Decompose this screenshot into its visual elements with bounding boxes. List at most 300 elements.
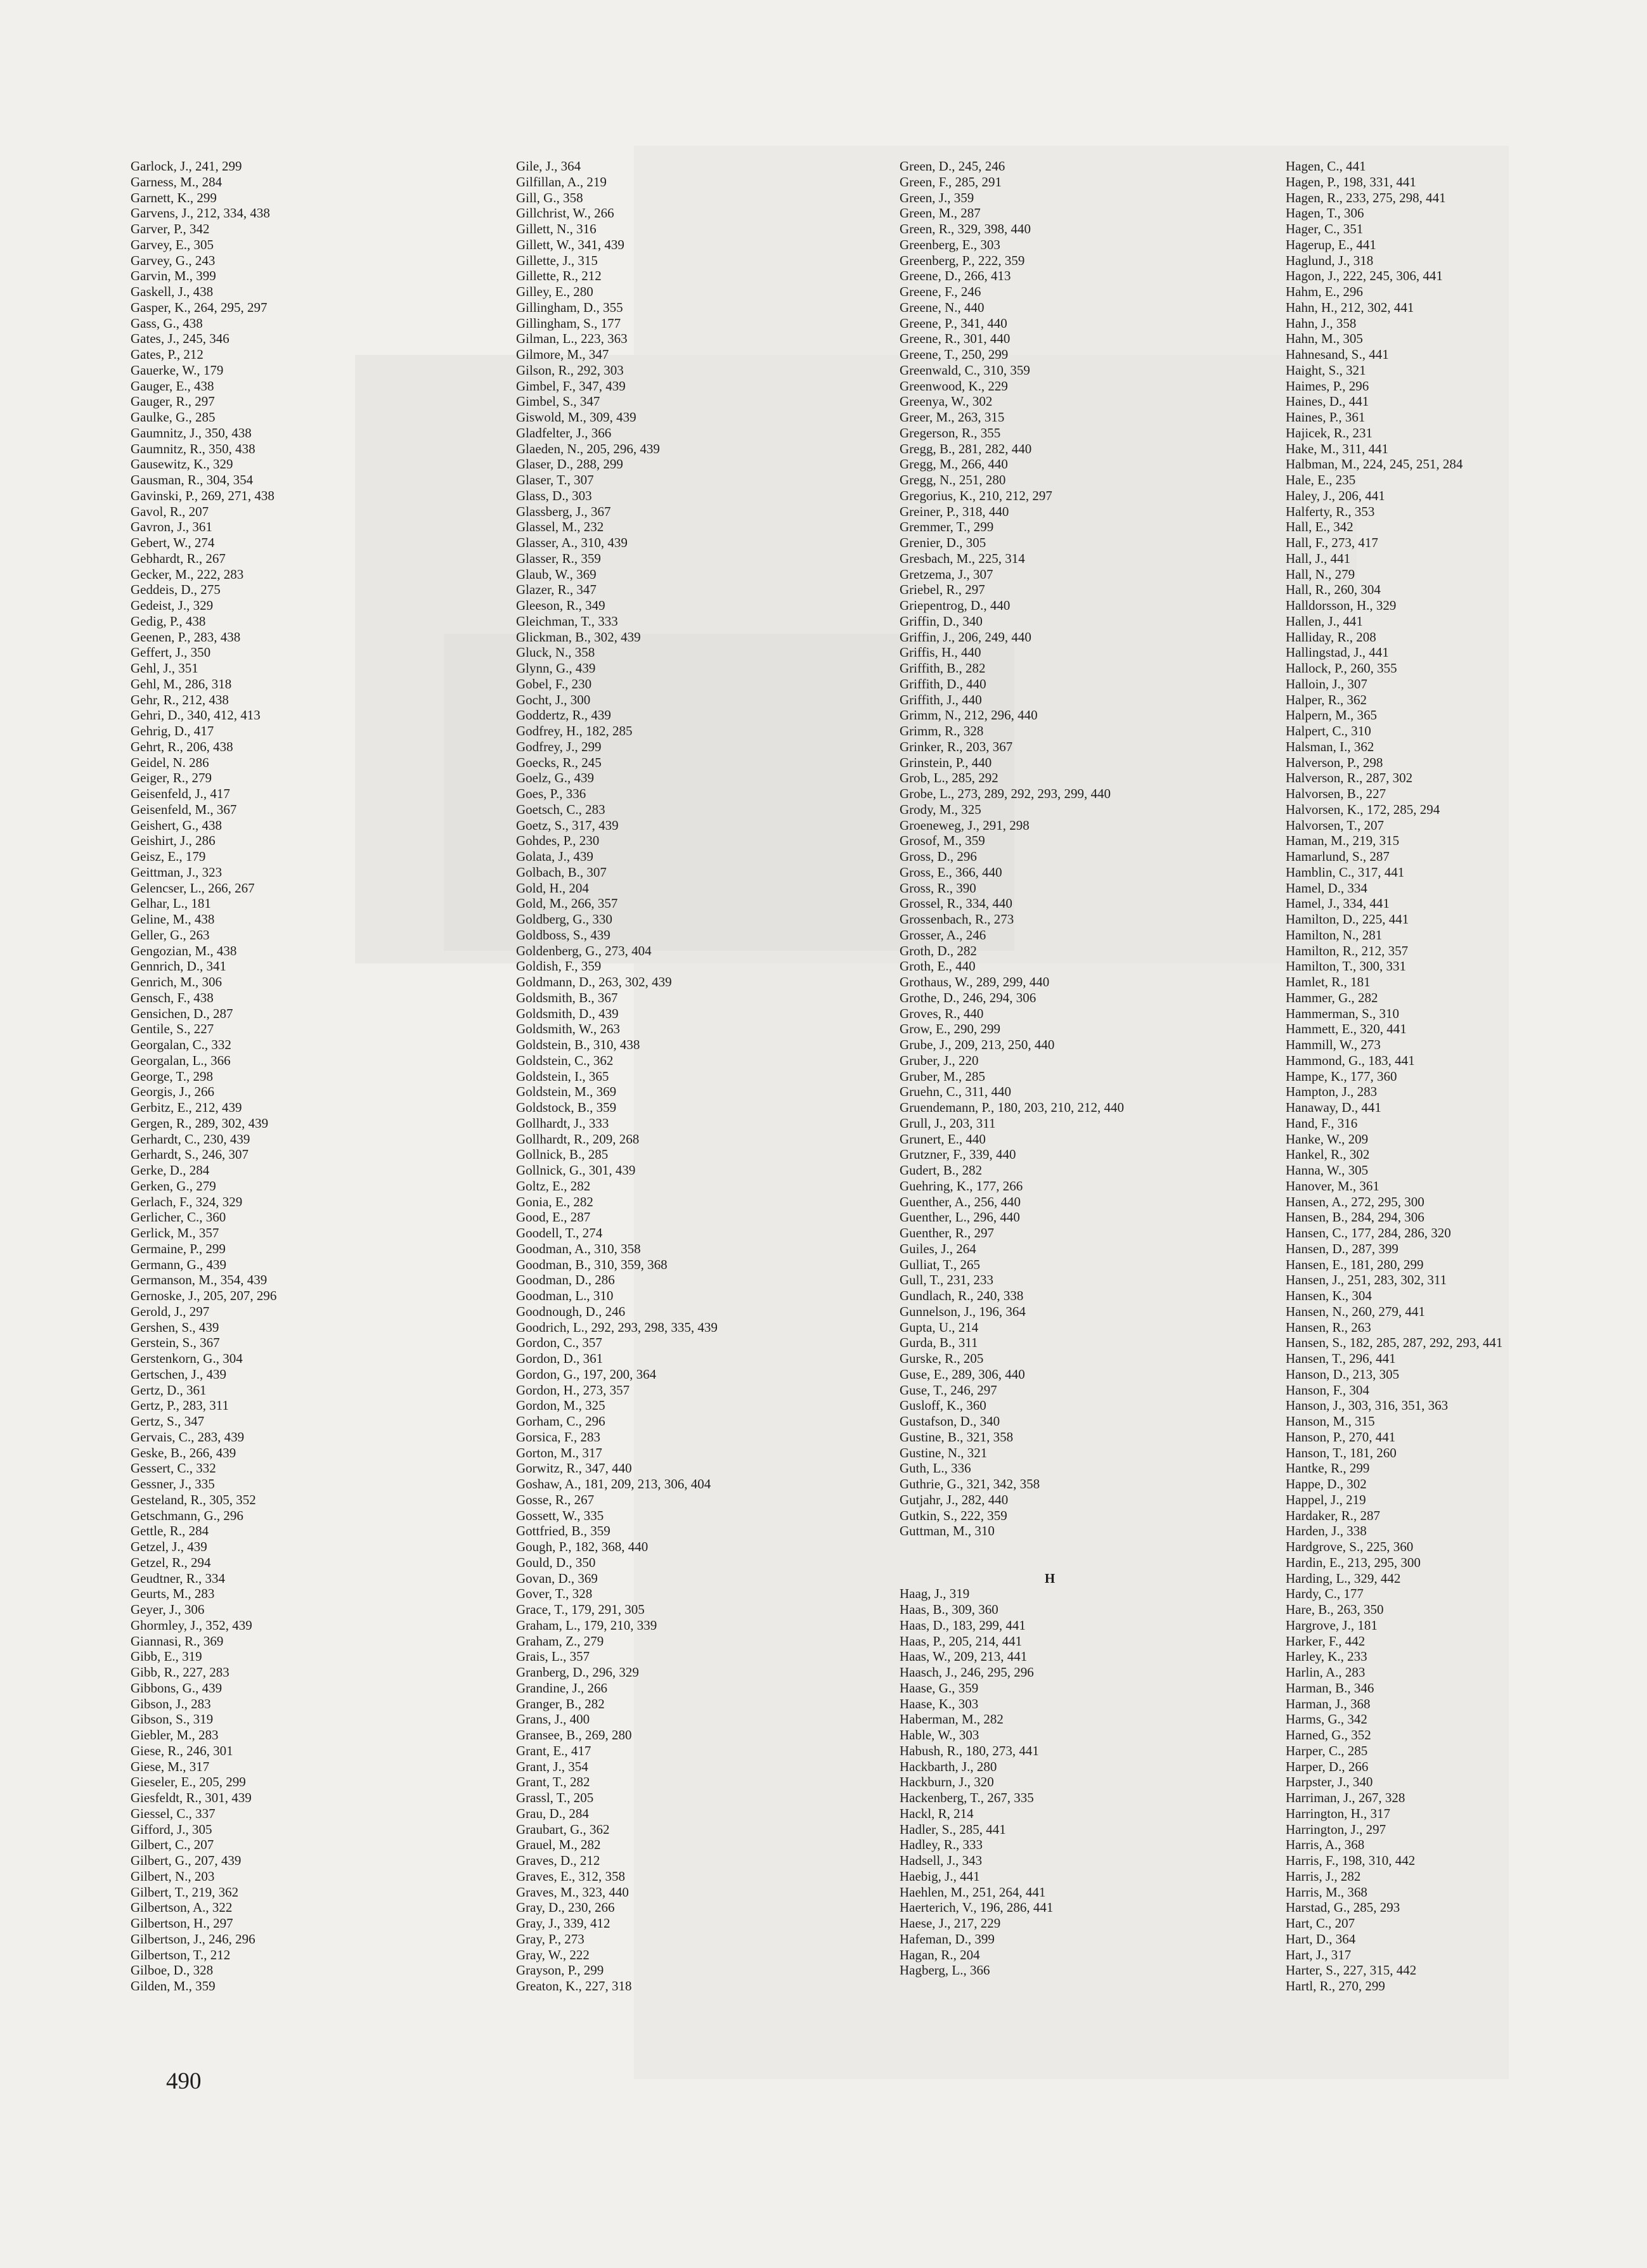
index-entry: Gurda, B., 311 <box>900 1335 978 1351</box>
index-entry: Gluck, N., 358 <box>516 645 595 660</box>
index-entry: Giese, M., 317 <box>131 1758 210 1774</box>
index-entry: Gretzema, J., 307 <box>900 566 993 582</box>
index-entry: Gentile, S., 227 <box>131 1021 214 1037</box>
index-entry: Guehring, K., 177, 266 <box>900 1178 1023 1194</box>
section-spacer <box>900 1539 1124 1555</box>
index-entry: Georgalan, L., 366 <box>131 1052 231 1068</box>
index-entry: Hamarlund, S., 287 <box>1286 849 1390 864</box>
index-entry: Goecks, R., 245 <box>516 754 602 770</box>
index-entry: Haines, D., 441 <box>1286 394 1369 409</box>
index-entry: Haase, K., 303 <box>900 1696 979 1711</box>
index-entry: Hansen, T., 296, 441 <box>1286 1351 1396 1366</box>
index-entry: Harden, J., 338 <box>1286 1523 1367 1539</box>
index-entry: Gilbert, C., 207 <box>131 1837 214 1853</box>
index-column-1 <box>131 158 276 1994</box>
index-entry: Hansen, J., 251, 283, 302, 311 <box>1286 1272 1447 1288</box>
index-entry: Gessner, J., 335 <box>131 1476 215 1492</box>
index-entry: Groth, E., 440 <box>900 958 976 974</box>
index-entry: Haese, J., 217, 229 <box>900 1916 1001 1931</box>
index-entry: Graves, E., 312, 358 <box>516 1868 626 1884</box>
index-entry: Geline, M., 438 <box>131 912 215 927</box>
index-entry: Gehl, J., 351 <box>131 660 198 676</box>
index-entry: Haight, S., 321 <box>1286 362 1366 378</box>
index-entry: Gundlach, R., 240, 338 <box>900 1288 1024 1303</box>
index-entry: Gutkin, S., 222, 359 <box>900 1507 1007 1523</box>
index-entry: Gregorius, K., 210, 212, 297 <box>900 487 1052 503</box>
index-entry: Gerlach, F., 324, 329 <box>131 1194 243 1209</box>
index-entry: Gerhardt, C., 230, 439 <box>131 1131 250 1147</box>
index-entry: Green, D., 245, 246 <box>900 158 1005 174</box>
index-entry: Hammill, W., 273 <box>1286 1037 1381 1052</box>
index-entry: Goldberg, G., 330 <box>516 912 612 927</box>
index-entry: Ghormley, J., 352, 439 <box>131 1617 252 1633</box>
index-entry: Gudert, B., 282 <box>900 1163 983 1178</box>
index-entry: Graves, M., 323, 440 <box>516 1884 629 1900</box>
index-entry: Greene, P., 341, 440 <box>900 315 1007 331</box>
index-entry: Glaub, W., 369 <box>516 566 597 582</box>
index-entry: Hanson, T., 181, 260 <box>1286 1445 1397 1460</box>
index-entry: Hampton, J., 283 <box>1286 1084 1378 1100</box>
index-entry: Hagen, C., 441 <box>1286 158 1366 174</box>
index-entry: Gebert, W., 274 <box>131 535 215 550</box>
index-entry: Gonia, E., 282 <box>516 1194 593 1209</box>
index-entry: Gavinski, P., 269, 271, 438 <box>131 487 274 503</box>
index-entry: Goddertz, R., 439 <box>516 707 611 723</box>
index-entry: Getzel, R., 294 <box>131 1554 211 1570</box>
index-entry: Guttman, M., 310 <box>900 1523 995 1539</box>
index-entry: Gollnick, B., 285 <box>516 1147 609 1163</box>
index-entry: Gover, T., 328 <box>516 1586 593 1602</box>
index-entry: Hare, B., 263, 350 <box>1286 1602 1384 1617</box>
index-entry: Grossel, R., 334, 440 <box>900 896 1012 912</box>
index-entry: Gremmer, T., 299 <box>900 519 994 535</box>
index-entry: Hardaker, R., 287 <box>1286 1507 1381 1523</box>
index-entry: Gillchrist, W., 266 <box>516 205 614 221</box>
index-entry: Grimm, N., 212, 296, 440 <box>900 707 1038 723</box>
index-column-3-h-entries <box>900 1586 1124 1978</box>
index-entry: Gifford, J., 305 <box>131 1821 212 1837</box>
index-entry: Gausman, R., 304, 354 <box>131 472 254 487</box>
index-entry: Gustine, B., 321, 358 <box>900 1429 1014 1445</box>
index-entry: Goodnough, D., 246 <box>516 1303 626 1319</box>
index-entry: Gunnelson, J., 196, 364 <box>900 1303 1026 1319</box>
index-entry: Gough, P., 182, 368, 440 <box>516 1539 649 1554</box>
index-entry: Gilbertson, H., 297 <box>131 1916 233 1931</box>
index-entry: Greaton, K., 227, 318 <box>516 1978 632 1994</box>
index-entry: Grothaus, W., 289, 299, 440 <box>900 974 1050 989</box>
index-entry: Giese, R., 246, 301 <box>131 1743 233 1758</box>
index-entry: Gladfelter, J., 366 <box>516 425 612 441</box>
index-entry: Gorwitz, R., 347, 440 <box>516 1460 632 1476</box>
index-entry: Gray, W., 222 <box>516 1947 590 1962</box>
index-entry: Goodell, T., 274 <box>516 1225 603 1240</box>
index-entry: Getzel, J., 439 <box>131 1539 207 1554</box>
index-entry: Grace, T., 179, 291, 305 <box>516 1602 645 1617</box>
index-entry: Gray, P., 273 <box>516 1931 585 1947</box>
index-entry: Garver, P., 342 <box>131 221 210 236</box>
index-entry: Goshaw, A., 181, 209, 213, 306, 404 <box>516 1476 711 1492</box>
index-entry: Grinstein, P., 440 <box>900 754 992 770</box>
index-entry: Grinker, R., 203, 367 <box>900 738 1013 754</box>
index-entry: Hackbarth, J., 280 <box>900 1758 997 1774</box>
index-entry: Gebhardt, R., 267 <box>131 550 226 566</box>
index-entry: Greene, N., 440 <box>900 299 985 315</box>
index-entry: Gavol, R., 207 <box>131 503 209 519</box>
index-entry: Hagen, P., 198, 331, 441 <box>1286 174 1416 190</box>
index-entry: Greene, T., 250, 299 <box>900 347 1009 362</box>
index-entry: Glaser, D., 288, 299 <box>516 456 623 472</box>
index-entry: Halvorsen, B., 227 <box>1286 786 1386 801</box>
index-entry: Gieseler, E., 205, 299 <box>131 1774 246 1790</box>
index-entry: Glasser, R., 359 <box>516 550 601 566</box>
index-entry: Griffith, D., 440 <box>900 676 986 692</box>
index-entry: Geffert, J., 350 <box>131 645 211 660</box>
index-entry: Gregerson, R., 355 <box>900 425 1001 441</box>
index-entry: Green, F., 285, 291 <box>900 174 1002 190</box>
index-entry: Griffin, D., 340 <box>900 613 983 629</box>
index-entry: Geishert, G., 438 <box>131 817 223 833</box>
index-entry: Gordon, G., 197, 200, 364 <box>516 1366 657 1382</box>
index-entry: Gettle, R., 284 <box>131 1523 209 1539</box>
index-column-3 <box>900 158 1124 1978</box>
index-entry: Grans, J., 400 <box>516 1711 590 1727</box>
index-entry: Gosse, R., 267 <box>516 1492 595 1507</box>
index-entry: Hanna, W., 305 <box>1286 1163 1369 1178</box>
index-entry: Hallen, J., 441 <box>1286 613 1363 629</box>
index-entry: Greenwald, C., 310, 359 <box>900 362 1030 378</box>
index-entry: Haas, D., 183, 299, 441 <box>900 1617 1026 1633</box>
index-entry: Griffis, H., 440 <box>900 645 981 660</box>
index-entry: Habush, R., 180, 273, 441 <box>900 1743 1039 1758</box>
index-entry: Greene, R., 301, 440 <box>900 331 1011 347</box>
index-entry: Hagen, R., 233, 275, 298, 441 <box>1286 190 1446 205</box>
index-entry: Hammett, E., 320, 441 <box>1286 1021 1407 1037</box>
index-entry: Gillett, N., 316 <box>516 221 597 236</box>
index-entry: Gillett, W., 341, 439 <box>516 236 624 252</box>
index-entry: Griebel, R., 297 <box>900 582 985 598</box>
index-entry: Grobe, L., 273, 289, 292, 293, 299, 440 <box>900 786 1111 801</box>
index-entry: Green, M., 287 <box>900 205 981 221</box>
index-entry: Hart, C., 207 <box>1286 1916 1355 1931</box>
index-entry: Haebig, J., 441 <box>900 1868 980 1884</box>
index-entry: Harms, G., 342 <box>1286 1711 1367 1727</box>
index-entry: Glassberg, J., 367 <box>516 503 611 519</box>
index-entry: Goldish, F., 359 <box>516 958 602 974</box>
index-entry: Gaskell, J., 438 <box>131 284 214 299</box>
index-entry: Guthrie, G., 321, 342, 358 <box>900 1476 1040 1492</box>
index-entry: Gauerke, W., 179 <box>131 362 224 378</box>
index-entry: Gerbitz, E., 212, 439 <box>131 1100 242 1115</box>
index-entry: Graham, L., 179, 210, 339 <box>516 1617 657 1633</box>
index-entry: Gimbel, F., 347, 439 <box>516 378 626 394</box>
index-entry: Hamel, J., 334, 441 <box>1286 896 1390 912</box>
index-entry: Hanson, M., 315 <box>1286 1414 1375 1429</box>
index-entry: Hansen, S., 182, 285, 287, 292, 293, 441 <box>1286 1335 1503 1351</box>
index-entry: Hamel, D., 334 <box>1286 880 1367 896</box>
index-entry: Grandine, J., 266 <box>516 1680 608 1696</box>
section-spacer <box>900 1555 1124 1571</box>
index-entry: Haag, J., 319 <box>900 1586 970 1602</box>
index-entry: Georgalan, C., 332 <box>131 1037 231 1052</box>
index-entry: Grube, J., 209, 213, 250, 440 <box>900 1037 1055 1052</box>
index-entry: Halvorsen, K., 172, 285, 294 <box>1286 801 1440 817</box>
index-entry: Goetsch, C., 283 <box>516 801 605 817</box>
index-entry: Gossett, W., 335 <box>516 1507 604 1523</box>
index-entry: Hansen, R., 263 <box>1286 1319 1371 1335</box>
index-entry: Graves, D., 212 <box>516 1853 600 1868</box>
index-entry: Gelhar, L., 181 <box>131 896 211 912</box>
index-entry: Hankel, R., 302 <box>1286 1147 1370 1163</box>
index-entry: Grenier, D., 305 <box>900 535 986 550</box>
index-entry: Grayson, P., 299 <box>516 1962 604 1978</box>
index-entry: Halliday, R., 208 <box>1286 629 1376 645</box>
index-entry: Geiger, R., 279 <box>131 770 212 786</box>
index-entry: Halverson, R., 287, 302 <box>1286 770 1413 786</box>
index-entry: Halldorsson, H., 329 <box>1286 598 1397 613</box>
index-entry: Gennrich, D., 341 <box>131 958 227 974</box>
index-entry: Gross, D., 296 <box>900 849 977 864</box>
index-entry: Grauel, M., 282 <box>516 1837 601 1853</box>
index-entry: Gobel, F., 230 <box>516 676 592 692</box>
index-entry: Harding, L., 329, 442 <box>1286 1570 1401 1586</box>
index-entry: Haines, P., 361 <box>1286 409 1366 425</box>
index-entry: Hantke, R., 299 <box>1286 1460 1370 1476</box>
index-entry: Gold, H., 204 <box>516 880 589 896</box>
index-entry: Hable, W., 303 <box>900 1727 979 1743</box>
index-entry: Gesteland, R., 305, 352 <box>131 1492 256 1507</box>
index-entry: Gulliat, T., 265 <box>900 1256 980 1272</box>
index-entry: Hart, J., 317 <box>1286 1947 1352 1962</box>
index-entry: Garvey, E., 305 <box>131 236 214 252</box>
index-entry: Haberman, M., 282 <box>900 1711 1004 1727</box>
index-entry: Hardin, E., 213, 295, 300 <box>1286 1554 1421 1570</box>
index-entry: Gilden, M., 359 <box>131 1978 216 1994</box>
index-entry: Greenwood, K., 229 <box>900 378 1008 394</box>
index-entry: Harman, J., 368 <box>1286 1696 1371 1711</box>
index-entry: Hardgrove, S., 225, 360 <box>1286 1539 1414 1554</box>
index-entry: Harker, F., 442 <box>1286 1633 1366 1649</box>
index-entry: Hagon, J., 222, 245, 306, 441 <box>1286 268 1443 284</box>
index-entry: Golbach, B., 307 <box>516 864 607 880</box>
index-entry: Guenther, A., 256, 440 <box>900 1194 1021 1209</box>
index-entry: Graubart, G., 362 <box>516 1821 610 1837</box>
index-entry: Gregg, N., 251, 280 <box>900 472 1006 487</box>
index-entry: Hanson, F., 304 <box>1286 1382 1369 1398</box>
index-entry: Hansen, D., 287, 399 <box>1286 1240 1398 1256</box>
index-entry: Haimes, P., 296 <box>1286 378 1369 394</box>
index-entry: Green, R., 329, 398, 440 <box>900 221 1031 236</box>
index-entry: Grais, L., 357 <box>516 1649 590 1665</box>
index-entry: Goltz, E., 282 <box>516 1178 591 1194</box>
index-entry: Goodrich, L., 292, 293, 298, 335, 439 <box>516 1319 718 1335</box>
index-entry: Godfrey, J., 299 <box>516 738 602 754</box>
index-entry: Halpert, C., 310 <box>1286 723 1371 738</box>
index-entry: Gedig, P., 438 <box>131 613 206 629</box>
index-entry: Gerold, J., 297 <box>131 1303 210 1319</box>
index-entry: Gehrig, D., 417 <box>131 723 214 738</box>
index-entry: Gaumnitz, J., 350, 438 <box>131 425 252 441</box>
index-entry: Glass, D., 303 <box>516 487 592 503</box>
index-entry: Hand, F., 316 <box>1286 1115 1358 1131</box>
index-entry: Guenther, R., 297 <box>900 1225 995 1240</box>
index-entry: Hall, E., 342 <box>1286 519 1353 535</box>
index-entry: Gollhardt, J., 333 <box>516 1115 609 1131</box>
index-entry: Guth, L., 336 <box>900 1460 971 1476</box>
index-entry: Gerstenkorn, G., 304 <box>131 1351 243 1366</box>
index-entry: Gilbert, N., 203 <box>131 1868 215 1884</box>
index-entry: Hajicek, R., 231 <box>1286 425 1373 441</box>
index-entry: Gergen, R., 289, 302, 439 <box>131 1115 269 1131</box>
index-entry: Haasch, J., 246, 295, 296 <box>900 1665 1034 1680</box>
index-entry: Gausewitz, K., 329 <box>131 456 233 472</box>
index-entry: Grassl, T., 205 <box>516 1790 594 1805</box>
index-entry: Gehrt, R., 206, 438 <box>131 738 233 754</box>
index-entry: Hanover, M., 361 <box>1286 1178 1379 1194</box>
index-entry: Gull, T., 231, 233 <box>900 1272 993 1288</box>
index-entry: Harley, K., 233 <box>1286 1649 1367 1665</box>
index-entry: Gernoske, J., 205, 207, 296 <box>131 1288 277 1303</box>
index-entry: Hall, F., 273, 417 <box>1286 535 1378 550</box>
index-entry: Garvin, M., 399 <box>131 268 216 284</box>
index-entry: Halpern, M., 365 <box>1286 707 1378 723</box>
index-entry: Gleichman, T., 333 <box>516 613 618 629</box>
index-entry: Happe, D., 302 <box>1286 1476 1367 1492</box>
index-entry: Goldsmith, W., 263 <box>516 1021 620 1037</box>
index-entry: Grow, E., 290, 299 <box>900 1021 1001 1037</box>
index-entry: Glassel, M., 232 <box>516 519 604 535</box>
index-entry: Hagan, R., 204 <box>900 1947 980 1962</box>
index-entry: Gill, G., 358 <box>516 190 583 205</box>
index-entry: Griffith, B., 282 <box>900 660 986 676</box>
index-entry: Greenberg, P., 222, 359 <box>900 252 1025 268</box>
index-entry: Grant, J., 354 <box>516 1758 588 1774</box>
index-entry: Getschmann, G., 296 <box>131 1507 243 1523</box>
index-entry: Gilman, L., 223, 363 <box>516 331 628 347</box>
index-entry: Hamblin, C., 317, 441 <box>1286 864 1405 880</box>
index-entry: Hammond, G., 183, 441 <box>1286 1052 1415 1068</box>
index-entry: Hansen, N., 260, 279, 441 <box>1286 1303 1425 1319</box>
index-entry: George, T., 298 <box>131 1068 214 1084</box>
index-entry: Harris, J., 282 <box>1286 1868 1361 1884</box>
index-entry: Harper, C., 285 <box>1286 1743 1368 1758</box>
index-entry: Geurts, M., 283 <box>131 1586 215 1602</box>
index-entry: Gohdes, P., 230 <box>516 833 600 849</box>
index-entry: Gorham, C., 296 <box>516 1414 605 1429</box>
index-entry: Guiles, J., 264 <box>900 1240 976 1256</box>
index-entry: Harrington, H., 317 <box>1286 1805 1391 1821</box>
index-entry: Gilfillan, A., 219 <box>516 174 607 190</box>
index-entry: Gorton, M., 317 <box>516 1445 602 1460</box>
index-entry: Golata, J., 439 <box>516 849 593 864</box>
index-entry: Hanaway, D., 441 <box>1286 1100 1381 1115</box>
index-entry: Hahnesand, S., 441 <box>1286 347 1389 362</box>
index-entry: Guse, T., 246, 297 <box>900 1382 997 1398</box>
index-entry: Garvens, J., 212, 334, 438 <box>131 205 270 221</box>
index-entry: Hahn, H., 212, 302, 441 <box>1286 299 1414 315</box>
index-entry: Gurske, R., 205 <box>900 1351 984 1366</box>
index-entry: Good, E., 287 <box>516 1209 591 1225</box>
index-entry: Gilmore, M., 347 <box>516 347 609 362</box>
index-entry: Happel, J., 219 <box>1286 1492 1366 1507</box>
index-entry: Goodman, B., 310, 359, 368 <box>516 1256 668 1272</box>
index-entry: Goldstock, B., 359 <box>516 1100 617 1115</box>
index-entry: Gleeson, R., 349 <box>516 598 605 613</box>
index-entry: Hagen, T., 306 <box>1286 205 1364 221</box>
index-entry: Gerken, G., 279 <box>131 1178 216 1194</box>
index-entry: Gupta, U., 214 <box>900 1319 979 1335</box>
index-entry: Hadler, S., 285, 441 <box>900 1821 1006 1837</box>
index-entry: Hale, E., 235 <box>1286 472 1356 487</box>
index-entry: Harriman, J., 267, 328 <box>1286 1790 1405 1805</box>
index-entry: Hahn, M., 305 <box>1286 331 1363 347</box>
index-entry: Gibb, E., 319 <box>131 1649 202 1665</box>
index-entry: Gilbert, G., 207, 439 <box>131 1853 242 1868</box>
index-entry: Godfrey, H., 182, 285 <box>516 723 633 738</box>
index-entry: Hardy, C., 177 <box>1286 1586 1364 1602</box>
index-entry: Greene, F., 246 <box>900 284 981 299</box>
index-entry: Hager, C., 351 <box>1286 221 1364 236</box>
index-entry: Halbman, M., 224, 245, 251, 284 <box>1286 456 1463 472</box>
index-entry: Hansen, E., 181, 280, 299 <box>1286 1256 1424 1272</box>
index-entry: Gibson, J., 283 <box>131 1696 211 1711</box>
index-entry: Gollhardt, R., 209, 268 <box>516 1131 640 1147</box>
index-entry: Gelencser, L., 266, 267 <box>131 880 255 896</box>
index-entry: Hackenberg, T., 267, 335 <box>900 1790 1034 1805</box>
index-entry: Gorsica, F., 283 <box>516 1429 601 1445</box>
index-entry: Hahn, J., 358 <box>1286 315 1357 331</box>
index-entry: Hackl, R, 214 <box>900 1805 974 1821</box>
index-entry: Gresbach, M., 225, 314 <box>900 550 1025 566</box>
index-entry: Halsman, I., 362 <box>1286 738 1374 754</box>
index-entry: Gordon, M., 325 <box>516 1398 605 1414</box>
index-entry: Hagerup, E., 441 <box>1286 236 1376 252</box>
index-column-4 <box>1286 158 1502 1994</box>
index-entry: Harned, G., 352 <box>1286 1727 1371 1743</box>
index-entry: Gransee, B., 269, 280 <box>516 1727 632 1743</box>
index-entry: Groeneweg, J., 291, 298 <box>900 817 1030 833</box>
index-entry: Halverson, P., 298 <box>1286 754 1383 770</box>
index-entry: Gilboe, D., 328 <box>131 1962 214 1978</box>
index-entry: Greiner, P., 318, 440 <box>900 503 1009 519</box>
index-entry: Gordon, D., 361 <box>516 1351 604 1366</box>
index-entry: Gass, G., 438 <box>131 315 203 331</box>
index-entry: Haman, M., 219, 315 <box>1286 833 1400 849</box>
index-entry: Groves, R., 440 <box>900 1005 984 1021</box>
index-entry: Gibson, S., 319 <box>131 1711 214 1727</box>
index-entry: Griepentrog, D., 440 <box>900 598 1011 613</box>
index-entry: Gregg, M., 266, 440 <box>900 456 1008 472</box>
index-entry: Hammerman, S., 310 <box>1286 1005 1400 1021</box>
index-entry: Guse, E., 289, 306, 440 <box>900 1366 1025 1382</box>
index-entry: Gensichen, D., 287 <box>131 1005 233 1021</box>
index-entry: Goodman, D., 286 <box>516 1272 615 1288</box>
index-entry: Graham, Z., 279 <box>516 1633 604 1649</box>
index-entry: Harrington, J., 297 <box>1286 1821 1386 1837</box>
index-entry: Goelz, G., 439 <box>516 770 595 786</box>
index-entry: Geisenfeld, M., 367 <box>131 801 237 817</box>
index-entry: Gates, P., 212 <box>131 347 203 362</box>
index-entry: Hake, M., 311, 441 <box>1286 441 1388 456</box>
index-entry: Gilbertson, T., 212 <box>131 1947 231 1962</box>
index-entry: Gollnick, G., 301, 439 <box>516 1163 636 1178</box>
index-entry: Grody, M., 325 <box>900 801 981 817</box>
index-entry: Haehlen, M., 251, 264, 441 <box>900 1884 1046 1900</box>
index-entry: Gehr, R., 212, 438 <box>131 692 229 707</box>
index-entry: Geudtner, R., 334 <box>131 1570 226 1586</box>
index-entry: Grant, T., 282 <box>516 1774 590 1790</box>
index-entry: Hall, R., 260, 304 <box>1286 582 1381 598</box>
index-entry: Hamilton, T., 300, 331 <box>1286 958 1406 974</box>
